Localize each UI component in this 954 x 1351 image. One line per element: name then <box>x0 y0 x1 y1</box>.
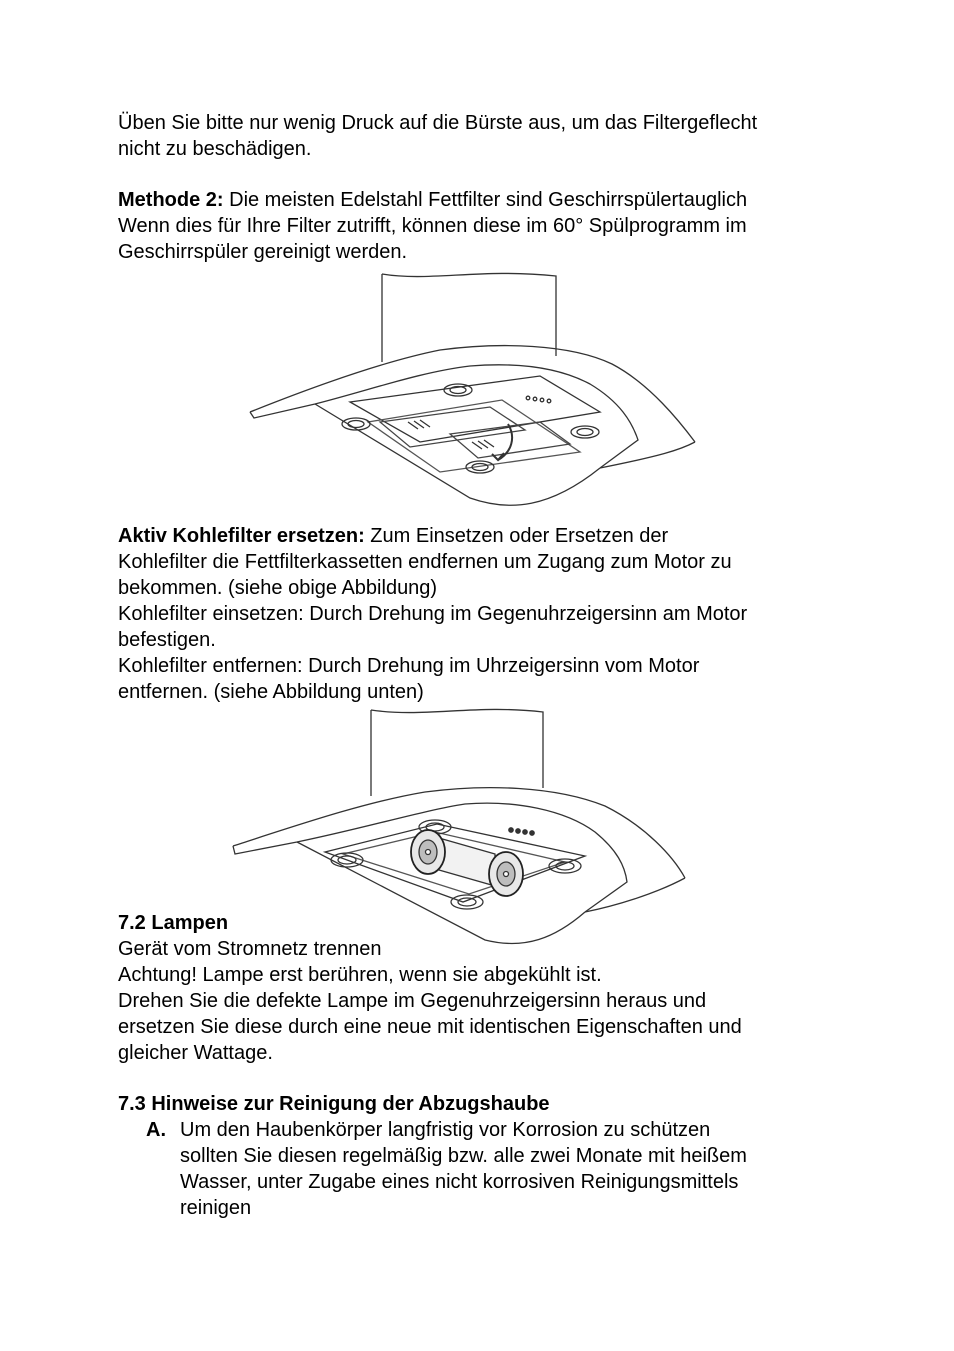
cleaning-heading <box>118 1091 858 1117</box>
lamp-line-4: ersetzen Sie diese durch eine neue mit identischen Eigenschaften und <box>118 1016 742 1038</box>
charcoal-paragraph <box>118 523 858 705</box>
charcoal-line-1-text: Zum Einsetzen oder Ersetzen der <box>364 525 669 547</box>
lamp-line-2: Achtung! Lampe erst berühren, wenn sie abgekühlt ist. <box>118 964 602 986</box>
lamp-line-5: gleicher Wattage. <box>118 1042 273 1064</box>
method2-line-1 <box>118 187 858 213</box>
method2-line-3: Geschirrspüler gereinigt werden. <box>118 241 408 263</box>
charcoal-line-3: bekommen. (siehe obige Abbildung) <box>118 577 438 599</box>
hood-charcoal-filter-illustration <box>225 706 690 946</box>
lamp-line-1: Gerät vom Stromnetz trennen <box>118 938 382 960</box>
hood-grease-filter-illustration <box>240 272 705 512</box>
charcoal-line-5: befestigen. <box>118 629 216 651</box>
intro-line-2: nicht zu beschädigen. <box>118 138 312 160</box>
list-item-a-line-4: reinigen <box>180 1197 252 1219</box>
list-item-a <box>180 1117 830 1221</box>
intro-paragraph <box>118 110 858 162</box>
cleaning-heading-text: 7.3 Hinweise zur Reinigung der Abzugshaube <box>118 1093 550 1115</box>
list-item-a-line-3: Wasser, unter Zugabe eines nicht korrosiven Reinigungsmittels <box>180 1171 739 1193</box>
charcoal-line-2: Kohlefilter die Fettfilterkassetten endfernen um Zugang zum Motor zu <box>118 551 732 573</box>
charcoal-line-7: entfernen. (siehe Abbildung unten) <box>118 681 424 703</box>
method2-line-1-text: Die meisten Edelstahl Fettfilter sind Geschirrspülertauglich <box>223 189 748 211</box>
lamp-line-3: Drehen Sie die defekte Lampe im Gegenuhrzeigersinn heraus und <box>118 990 707 1012</box>
method2-line-2: Wenn dies für Ihre Filter zutrifft, können diese im 60° Spülprogramm im <box>118 215 747 237</box>
list-item-a-line-2: sollten Sie diesen regelmäßig bzw. alle zwei Monate mit heißem <box>180 1145 747 1167</box>
charcoal-line-1 <box>118 523 858 549</box>
list-item-a-letter: A. <box>146 1119 166 1141</box>
charcoal-label: Aktiv Kohlefilter ersetzen: <box>118 525 365 547</box>
intro-line-1: Üben Sie bitte nur wenig Druck auf die Bürste aus, um das Filtergeflecht <box>118 112 758 134</box>
charcoal-line-6: Kohlefilter entfernen: Durch Drehung im Uhrzeigersinn vom Motor <box>118 655 700 677</box>
charcoal-line-4: Kohlefilter einsetzen: Durch Drehung im Gegenuhrzeigersinn am Motor <box>118 603 748 625</box>
lamp-heading-text: 7.2 Lampen <box>118 912 229 934</box>
method2-paragraph <box>118 187 858 265</box>
method2-label: Methode 2: <box>118 189 224 211</box>
list-item-a-line-1: Um den Haubenkörper langfristig vor Korrosion zu schützen <box>180 1119 711 1141</box>
